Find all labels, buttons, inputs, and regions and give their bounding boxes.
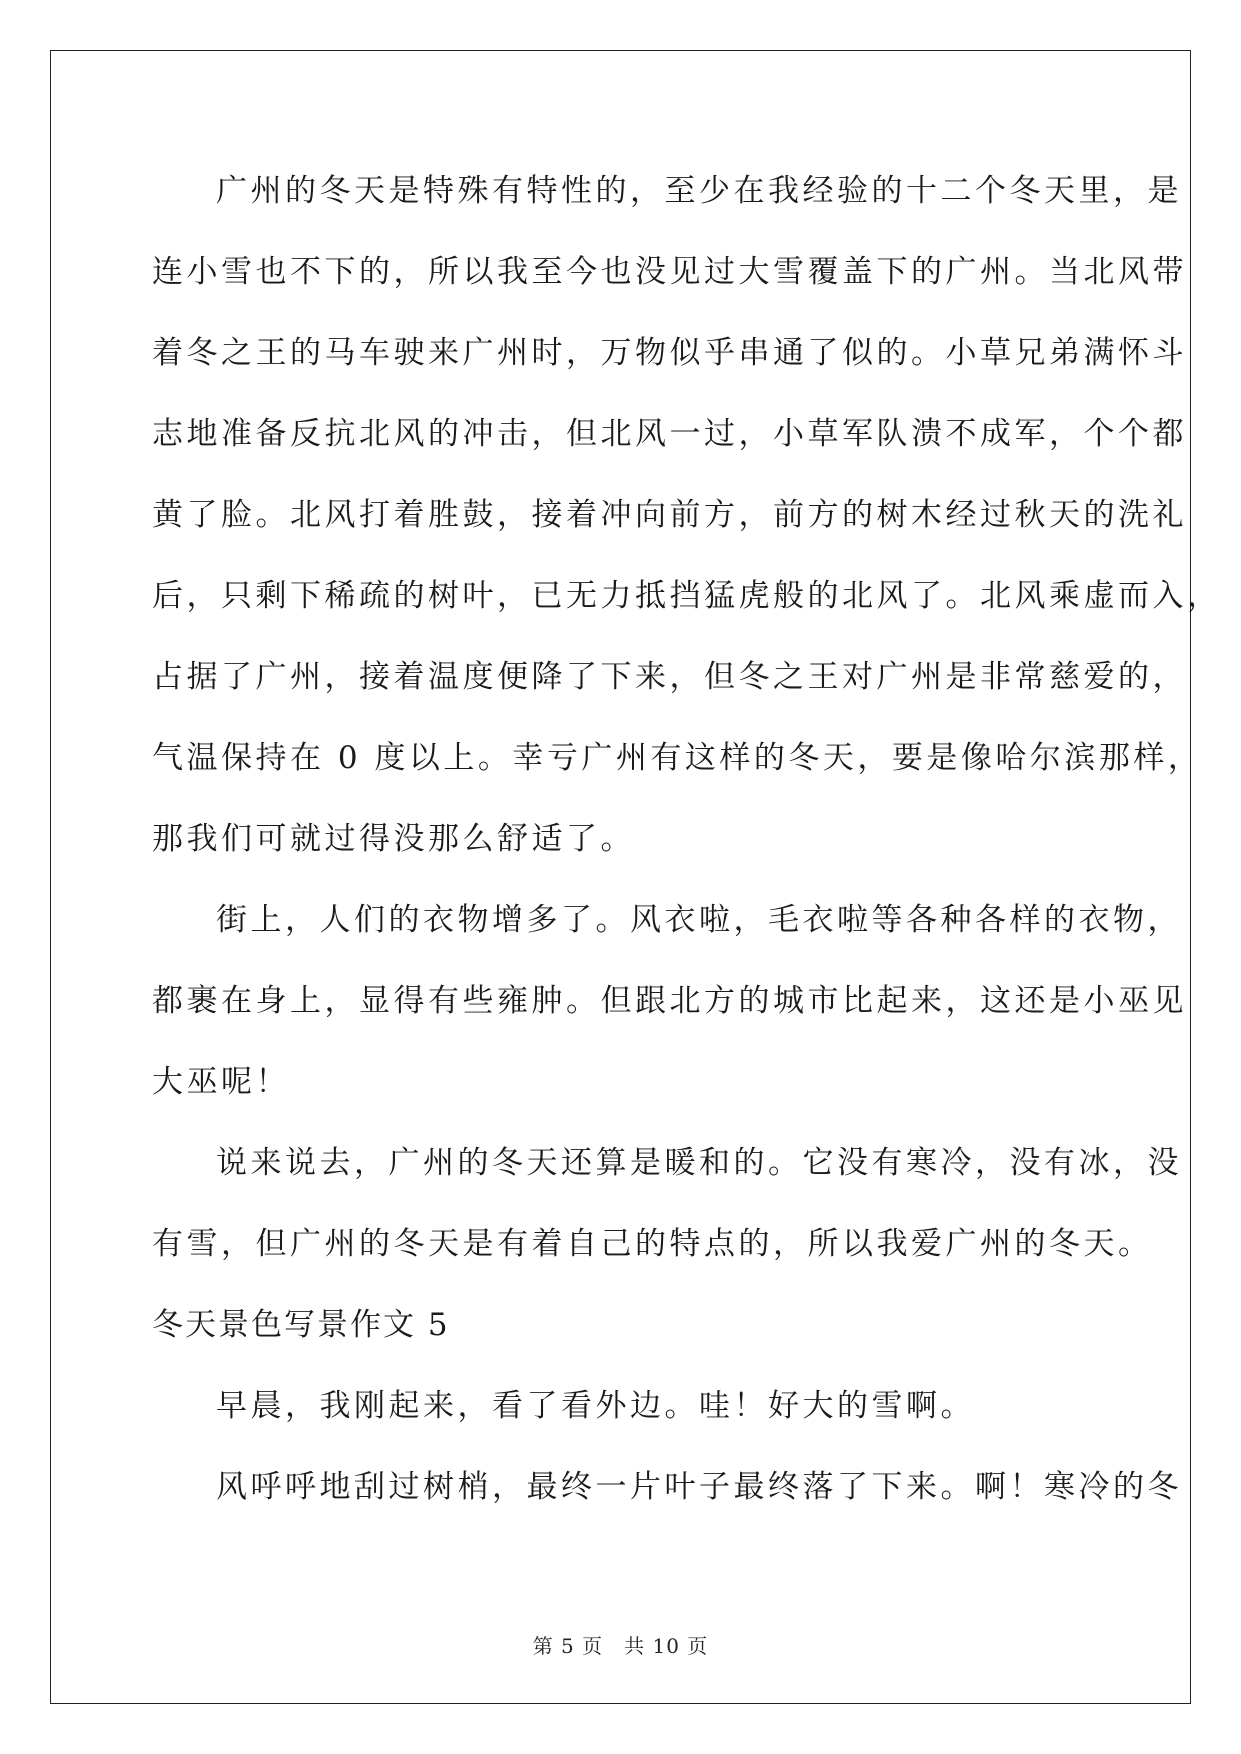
paragraph-1-line-6: 后，只剩下稀疏的树叶，已无力抵挡猛虎般的北风了。北风乘虚而入， [152,578,1222,614]
paragraph-1-line-8: 气温保持在 0 度以上。幸亏广州有这样的冬天，要是像哈尔滨那样， [152,740,1203,776]
paragraph-2-line-3: 大巫呢！ [152,1064,290,1100]
paragraph-1-line-4: 志地准备反抗北风的冲击，但北风一过，小草军队溃不成军，个个都 [152,416,1187,452]
paragraph-1-line-1: 广州的冬天是特殊有特性的，至少在我经验的十二个冬天里，是 [216,173,1182,209]
paragraph-1-line-2: 连小雪也不下的，所以我至今也没见过大雪覆盖下的广州。当北风带 [152,254,1187,290]
paragraph-1-line-7: 占据了广州，接着温度便降了下来，但冬之王对广州是非常慈爱的， [152,659,1187,695]
paragraph-2-line-2: 都裹在身上，显得有些雍肿。但跟北方的城市比起来，这还是小巫见 [152,983,1187,1019]
paragraph-1-line-5: 黄了脸。北风打着胜鼓，接着冲向前方，前方的树木经过秋天的洗礼 [152,497,1187,533]
paragraph-1-line-9: 那我们可就过得没那么舒适了。 [152,821,635,857]
paragraph-3-line-2: 有雪，但广州的冬天是有着自己的特点的，所以我爱广州的冬天。 [152,1226,1153,1262]
document-body [152,160,1222,1537]
paragraph-1-line-3: 着冬之王的马车驶来广州时，万物似乎串通了似的。小草兄弟满怀斗 [152,335,1187,371]
section-heading: 冬天景色写景作文 5 [152,1307,450,1343]
paragraph-2-line-1: 街上，人们的衣物增多了。风衣啦，毛衣啦等各种各样的衣物， [216,902,1182,938]
page-number-footer: 第 5 页 共 10 页 [532,1634,709,1658]
paragraph-4-line-1: 早晨，我刚起来，看了看外边。哇！好大的雪啊。 [216,1388,975,1424]
paragraph-5-line-1: 风呼呼地刮过树梢，最终一片叶子最终落了下来。啊！寒冷的冬 [216,1469,1182,1505]
paragraph-3-line-1: 说来说去，广州的冬天还算是暖和的。它没有寒冷，没有冰，没 [216,1145,1182,1181]
